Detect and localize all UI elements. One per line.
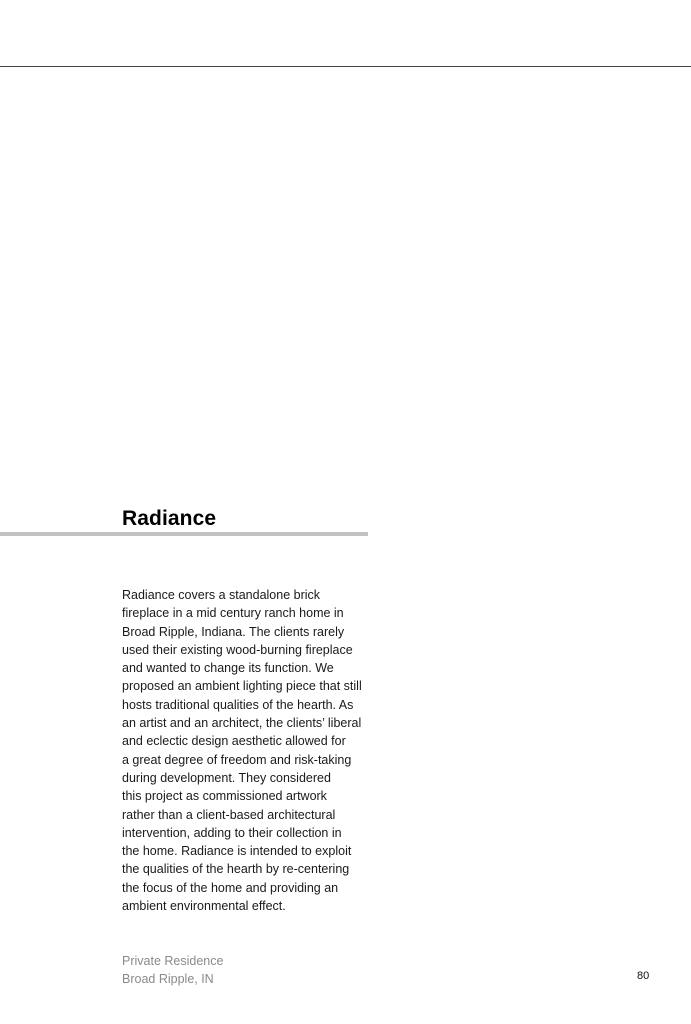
project-type: Private Residence [122, 954, 224, 968]
project-description [122, 586, 392, 915]
description-line: hosts traditional qualities of the hearth. As [122, 697, 354, 712]
description-line: a great degree of freedom and risk-taking [122, 752, 352, 767]
description-line: used their existing wood-burning fireplace [122, 642, 353, 657]
description-line: and eclectic design aesthetic allowed for [122, 734, 346, 749]
description-line: rather than a client-based architectural [122, 807, 336, 822]
description-line: the qualities of the hearth by re-centering [122, 862, 350, 877]
description-line: fireplace in a mid century ranch home in [122, 606, 344, 621]
title-underline-bar [0, 532, 368, 536]
description-line: an artist and an architect, the clients’ liberal [122, 716, 362, 731]
description-line: the focus of the home and providing an [122, 880, 339, 895]
description-line: the home. Radiance is intended to exploit [122, 844, 352, 859]
description-line: ambient environmental effect. [122, 899, 286, 914]
description-line: intervention, adding to their collection in [122, 825, 342, 840]
top-divider-line [0, 66, 691, 67]
description-line: proposed an ambient lighting piece that still [122, 679, 362, 694]
description-line: Broad Ripple, Indiana. The clients rarely [122, 624, 345, 639]
description-line: during development. They considered [122, 770, 331, 785]
project-title: Radiance [122, 507, 217, 530]
description-line: Radiance covers a standalone brick [122, 588, 321, 602]
description-line: and wanted to change its function. We [122, 661, 334, 676]
description-line: this project as commissioned artwork [122, 789, 327, 804]
project-meta [122, 952, 223, 988]
project-location: Broad Ripple, IN [122, 972, 214, 986]
page-number: 80 [637, 970, 650, 982]
